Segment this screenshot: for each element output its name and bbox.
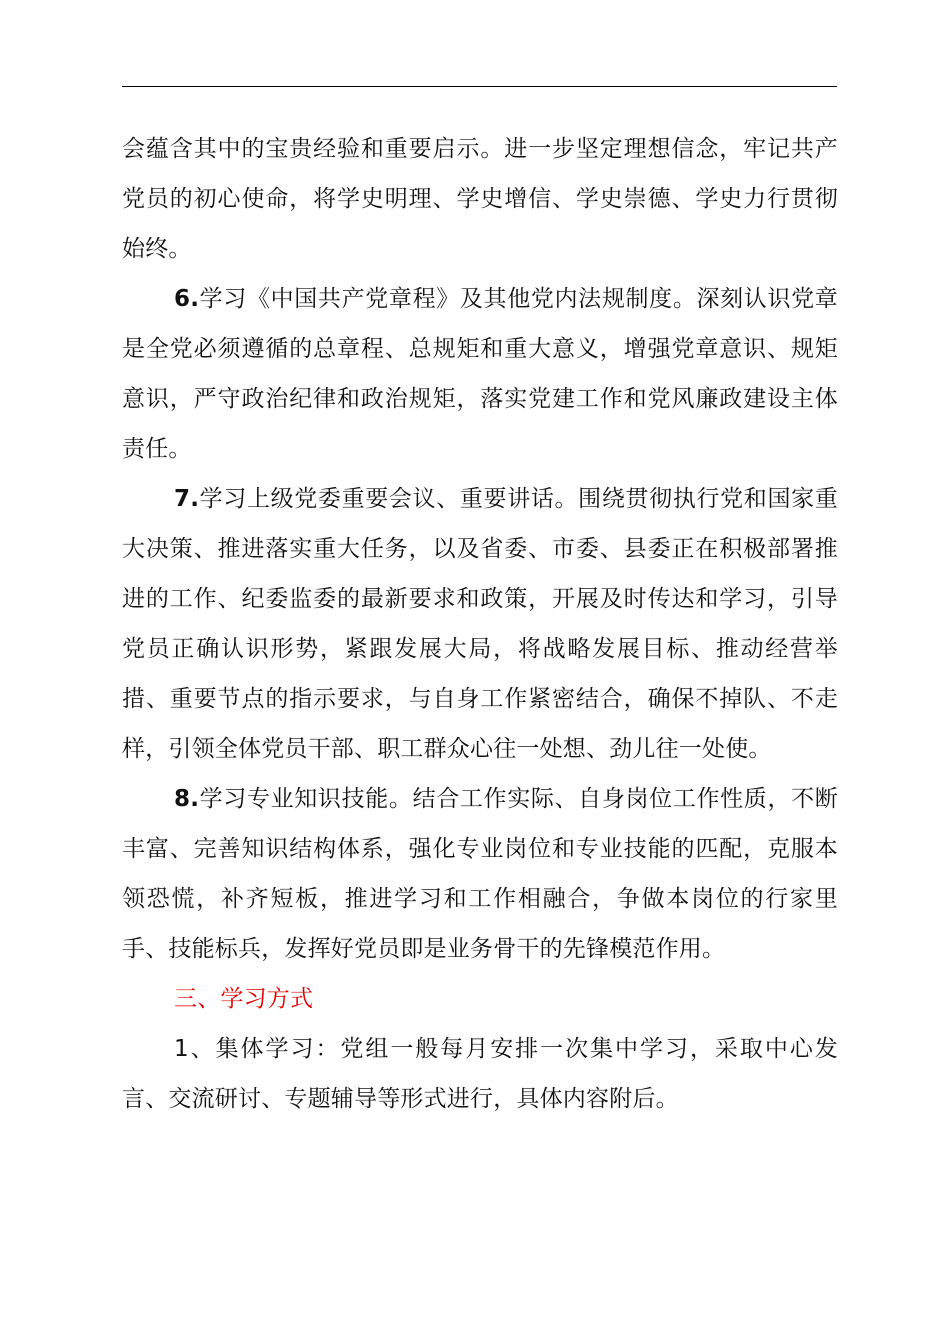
paragraph-item-8 [122, 774, 838, 974]
paragraph-section-1 [122, 1024, 838, 1124]
paragraph-continuation [122, 124, 838, 274]
item-number: 8. [174, 786, 200, 812]
header-rule [122, 86, 837, 87]
document-body [122, 124, 838, 1124]
paragraph-item-7 [122, 474, 838, 774]
paragraph-item-6 [122, 274, 838, 474]
paragraph-text: 学习《中国共产党章程》及其他党内法规制度。深刻认识党章是全党必须遵循的总章程、总规矩和重大意义，增强党章意识、规矩意识，严守政治纪律和政治规矩，落实党建工作和党风廉政建设主体责任。 [122, 286, 838, 462]
paragraph-text: 1、集体学习：党组一般每月安排一次集中学习，采取中心发言、交流研讨、专题辅导等形式进行，具体内容附后。 [122, 1036, 838, 1112]
item-number: 7. [174, 486, 200, 512]
item-number: 6. [174, 286, 200, 312]
paragraph-text: 学习上级党委重要会议、重要讲话。围绕贯彻执行党和国家重大决策、推进落实重大任务，以及省委、市委、县委正在积极部署推进的工作、纪委监委的最新要求和政策，开展及时传达和学习，引导党员正确认识形势，紧跟发展大局，将战略发展目标、推动经营举措、重要节点的指示要求，与自身工作紧密结合，确保不掉队、不走样，引领全体党员干部、职工群众心往一处想、劲儿往一处使。 [122, 486, 838, 762]
section-heading: 三、学习方式 [174, 986, 314, 1012]
paragraph-text: 会蕴含其中的宝贵经验和重要启示。进一步坚定理想信念，牢记共产党员的初心使命，将学史明理、学史增信、学史崇德、学史力行贯彻始终。 [122, 136, 838, 262]
paragraph-text: 学习专业知识技能。结合工作实际、自身岗位工作性质，不断丰富、完善知识结构体系，强化专业岗位和专业技能的匹配，克服本领恐慌，补齐短板，推进学习和工作相融合，争做本岗位的行家里手、技能标兵，发挥好党员即是业务骨干的先锋模范作用。 [122, 786, 838, 962]
